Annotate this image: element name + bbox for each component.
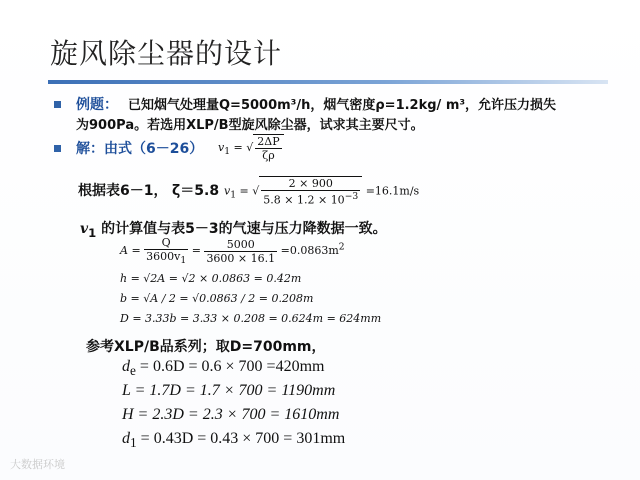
equation-de xyxy=(122,358,324,379)
v1-calc-result: =16.1m/s xyxy=(365,184,420,198)
A-denominator-2: 3600 × 16.1 xyxy=(206,251,276,265)
A-denominator: 3600v xyxy=(146,250,181,263)
equation-d1 xyxy=(122,430,345,451)
title-rule xyxy=(48,80,608,84)
example-line-1: 已知烟气处理量Q=5000m³/h，烟气密度ρ=1.2kg/ m³，允许压力损失 xyxy=(128,98,557,113)
A-exponent: 2 xyxy=(338,241,345,253)
A-numerator-2: 5000 xyxy=(204,238,277,252)
equation-A: A = $\frac{Q}{3600v_1}$ = $\frac{5000}{3600 \times 16.1}$ $=0.0863m^2$ xyxy=(120,236,345,267)
v1-calc-exponent: −3 xyxy=(344,191,359,202)
consistency-note: $v_1$ 的计算值与表5－3的气速与压力降数据一致。 xyxy=(80,221,387,240)
slide-title: 旋风除尘器的设计 xyxy=(50,37,283,70)
example-line-2: 为900Pa。若选用XLP/B型旋风除尘器，试求其主要尺寸。 xyxy=(76,118,424,133)
de-symbol: d xyxy=(122,358,130,375)
square-bullet-icon xyxy=(54,145,61,152)
equation-h: h = √2A = √2 × 0.0863 = 0.42m xyxy=(120,272,302,285)
d1-subscript: 1 xyxy=(130,435,137,451)
de-subscript: e xyxy=(130,363,136,379)
de-rhs: = 0.6D = 0.6 × 700 =420mm xyxy=(135,358,325,375)
A-result: =0.0863m xyxy=(280,244,339,258)
equation-v1: $v_1$ = √ $\frac{2\Delta P}{\zeta\rho}$ xyxy=(218,134,284,162)
solution-label: 解：由式（6－26） xyxy=(76,141,204,157)
equation-v1-calc: $v_1$ = √ $\frac{2 \times 900}{5.8 \times 1.2 \times 10^{-3}}$ =16.1m/s xyxy=(224,177,420,207)
square-bullet-icon xyxy=(54,101,61,108)
equation-D: D = 3.33b = 3.33 × 0.208 = 0.624m = 624mm xyxy=(120,312,382,325)
table-reference: 根据表6－1， xyxy=(78,183,168,199)
v1-numerator: 2ΔP xyxy=(257,135,280,148)
equation-L: L = 1.7D = 1.7 × 700 = 1190mm xyxy=(122,382,336,399)
consistency-note-text: 的计算值与表5－3的气速与压力降数据一致。 xyxy=(101,221,387,237)
v1-calc-numerator: 2 × 900 xyxy=(261,177,360,191)
watermark: 大数据环境 xyxy=(10,458,65,471)
A-lhs: A = xyxy=(120,244,141,258)
d1-symbol: d xyxy=(122,430,130,447)
d1-rhs: = 0.43D = 0.43 × 700 = 301mm xyxy=(136,430,346,447)
zeta-value: ζ＝5.8 xyxy=(172,183,220,199)
v1-subscript: 1 xyxy=(224,146,231,158)
v1-calc-denominator: 5.8 × 1.2 × 10 xyxy=(263,193,345,207)
A-numerator: Q xyxy=(144,236,188,250)
example-prefix: 例题： xyxy=(76,97,118,113)
v1-denominator: ζρ xyxy=(262,149,275,162)
equation-H: H = 2.3D = 2.3 × 700 = 1610mm xyxy=(122,406,340,423)
reference-line: 参考XLP/B品系列；取D=700mm， xyxy=(86,339,326,355)
v1-symbol: v xyxy=(218,141,225,154)
equation-b: b = √A / 2 = √0.0863 / 2 = 0.208m xyxy=(120,292,314,305)
